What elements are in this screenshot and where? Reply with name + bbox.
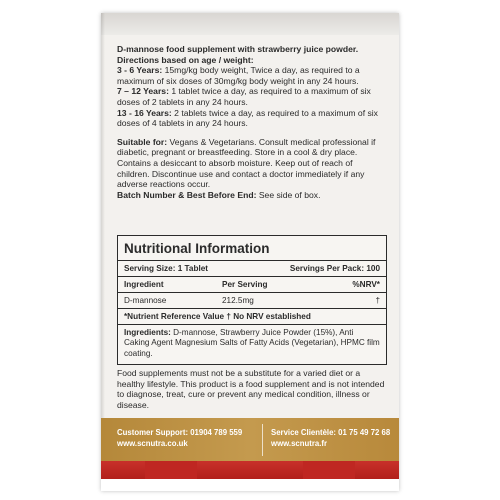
table-header-row (118, 277, 386, 293)
ingredients-list (118, 325, 386, 364)
ingredients-heading: Ingredients: (124, 328, 171, 337)
ingredients-text: D-mannose, Strawberry Juice Powder (15%), Anti Caking Agent Magnesium Salts of Fatty Acids (Vegetarian), HPMC film coating. (124, 328, 380, 358)
support-uk-website: www.scnutra.co.uk (117, 438, 188, 448)
suitable-paragraph (117, 137, 387, 190)
direction-text: 2 tablets twice a day, as required to a maximum of six doses of 4 tablets in any 24 hours. (117, 107, 378, 129)
servings-per-pack: Servings Per Pack: 100 (289, 264, 380, 273)
ingredient-cell: D-mannose (124, 296, 167, 305)
support-uk-phone: Customer Support: 01904 789 559 (117, 428, 243, 437)
box-bottom-red-edge (101, 461, 399, 491)
header-ingredient: Ingredient (124, 280, 164, 289)
support-fr-phone: Service Clientèle: 01 75 49 72 68 (271, 428, 391, 437)
suitable-heading: Suitable for: (117, 136, 168, 147)
direction-text: 1 tablet twice a day, as required to a maximum of six doses of 2 tablets in any 24 hours. (117, 86, 371, 107)
serving-row (118, 261, 386, 277)
table-row (118, 293, 386, 309)
header-nrv: %NRV* (352, 280, 380, 289)
directions-heading: Directions based on age / weight: (117, 54, 254, 65)
nrv-cell: † (375, 296, 380, 305)
nutrition-title: Nutritional Information (118, 236, 386, 261)
serving-size: Serving Size: 1 Tablet (124, 264, 209, 273)
intro-text: D-mannose food supplement with strawberry juice powder. (117, 44, 359, 54)
support-band (101, 418, 399, 461)
nrv-note: *Nutrient Reference Value † No NRV established (118, 309, 386, 325)
disclaimer-text: Food supplements must not be a substitute for a varied diet or a healthy lifestyle. This product is a food supplement and is not intended to diagnose, treat, cure or prevent any medical condition, illness or disease. (117, 368, 385, 410)
support-uk (117, 428, 242, 449)
direction-item (117, 108, 387, 129)
nutrition-table (117, 235, 387, 365)
support-divider (262, 424, 263, 456)
batch-paragraph (117, 190, 387, 201)
label-text (117, 44, 387, 200)
direction-age: 13 - 16 Years: (117, 107, 172, 118)
support-fr-website: www.scnutra.fr (271, 438, 328, 448)
box-tab-left (145, 461, 197, 479)
direction-item (117, 65, 387, 86)
header-per-serving: Per Serving (222, 280, 268, 289)
direction-text: 15mg/kg body weight, Twice a day, as required to a maximum of six doses of 30mg/kg body weight in any 24 hours. (117, 65, 360, 86)
direction-age: 7 – 12 Years: (117, 86, 169, 97)
suitable-text: Vegans & Vegetarians. Consult medical professional if diabetic, pregnant or breastfeeding. Store in a cool & dry place. Contains a desiccant to absorb moisture. Keep out of reach of children. Discontinue use and contact a doctor immediately if any adverse reactions occur. (117, 136, 376, 190)
box-tab-right (303, 461, 355, 479)
box-top-flap (101, 13, 399, 35)
direction-item (117, 86, 387, 107)
per-serving-cell: 212.5mg (222, 296, 254, 305)
batch-text: See side of box. (256, 189, 321, 200)
support-fr (271, 428, 390, 449)
direction-age: 3 - 6 Years: (117, 65, 163, 76)
batch-heading: Batch Number & Best Before End: (117, 189, 257, 200)
